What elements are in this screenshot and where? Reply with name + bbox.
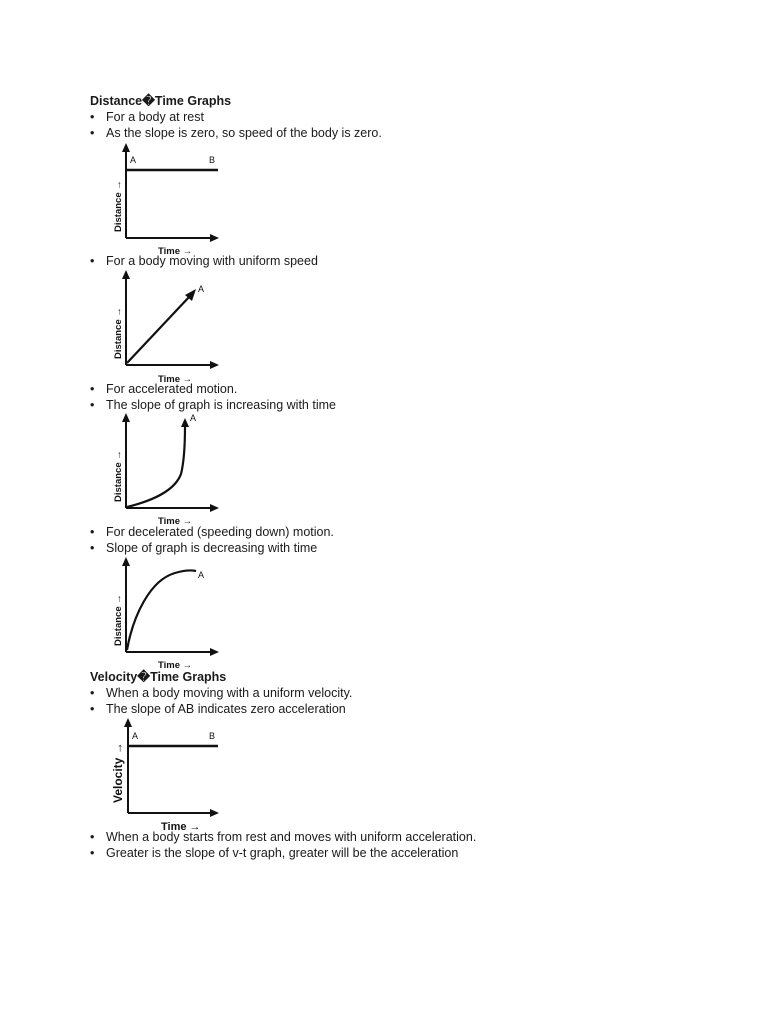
graph-distance-time-uniform-speed [105, 270, 230, 386]
list-item [90, 525, 334, 540]
list-item [90, 846, 458, 861]
bullet-marker: • [90, 702, 95, 716]
list-item [90, 110, 204, 125]
x-axis-label: Time → [158, 516, 193, 527]
graph-line-straight [127, 296, 190, 363]
list-item [90, 830, 476, 845]
section-heading-distance-time: Distance�Time Graphs [90, 94, 232, 108]
graph-curve-arrowhead [181, 418, 189, 427]
x-axis-label: Time → [158, 660, 193, 671]
x-axis-arrowhead [210, 504, 219, 512]
list-item [90, 541, 317, 556]
graph-distance-time-accelerated [105, 412, 230, 528]
bullet-marker: • [90, 254, 95, 268]
y-axis-arrowhead [122, 270, 130, 279]
x-axis-arrowhead [210, 809, 219, 817]
y-axis-label: Distance → [113, 450, 124, 502]
list-item [90, 126, 382, 141]
list-item-text: Slope of graph is decreasing with time [106, 541, 318, 555]
list-item-text: For accelerated motion. [106, 382, 238, 396]
bullet-marker: • [90, 846, 95, 860]
list-item-text: When a body starts from rest and moves with uniform acceleration. [106, 830, 477, 844]
list-item [90, 686, 352, 701]
list-item-text: Greater is the slope of v-t graph, greater will be the acceleration [106, 846, 459, 860]
point-label-b: B [209, 155, 216, 165]
section-heading-velocity-time: Velocity�Time Graphs [90, 670, 227, 684]
list-item [90, 398, 336, 413]
x-axis-label: Time → [161, 821, 201, 833]
y-axis-label: Distance → [113, 307, 124, 359]
bullet-marker: • [90, 541, 95, 555]
y-axis-label: Distance → [113, 594, 124, 646]
x-axis-label: Time → [158, 246, 193, 257]
list-item-text: As the slope is zero, so speed of the body is zero. [106, 126, 382, 140]
y-axis-arrowhead [122, 413, 130, 422]
list-item-text: For a body at rest [106, 110, 204, 124]
bullet-marker: • [90, 525, 95, 539]
x-axis-arrowhead [210, 361, 219, 369]
graph-distance-time-decelerated [105, 556, 230, 672]
graph-velocity-time-uniform [105, 717, 230, 835]
point-label-a: A [198, 284, 205, 294]
list-item-text: For a body moving with uniform speed [106, 254, 318, 268]
x-axis-arrowhead [210, 234, 219, 242]
graph-curve-increasing-slope [127, 426, 185, 507]
graph-curve-decreasing-slope [127, 570, 196, 650]
point-label-a: A [190, 413, 197, 423]
list-item-text: When a body moving with a uniform velocity. [106, 686, 353, 700]
y-axis-arrowhead [124, 718, 132, 727]
graph-distance-time-rest [105, 142, 230, 258]
y-axis-label: Distance → [113, 180, 124, 232]
y-axis-label: Velocity → [111, 742, 125, 803]
y-axis-arrowhead [122, 557, 130, 566]
bullet-marker: • [90, 398, 95, 412]
x-axis-arrowhead [210, 648, 219, 656]
bullet-marker: • [90, 382, 95, 396]
bullet-marker: • [90, 830, 95, 844]
x-axis-label: Time → [158, 374, 193, 385]
point-label-a: A [132, 731, 139, 741]
list-item [90, 254, 318, 269]
list-item-text: The slope of graph is increasing with time [106, 398, 336, 412]
point-label-a: A [130, 155, 137, 165]
list-item [90, 382, 237, 397]
list-item-text: For decelerated (speeding down) motion. [106, 525, 334, 539]
point-label-b: B [209, 731, 216, 741]
bullet-marker: • [90, 126, 95, 140]
list-item-text: The slope of AB indicates zero acceleration [106, 702, 346, 716]
y-axis-arrowhead [122, 143, 130, 152]
point-label-a: A [198, 570, 205, 580]
list-item [90, 702, 346, 717]
bullet-marker: • [90, 110, 95, 124]
bullet-marker: • [90, 686, 95, 700]
